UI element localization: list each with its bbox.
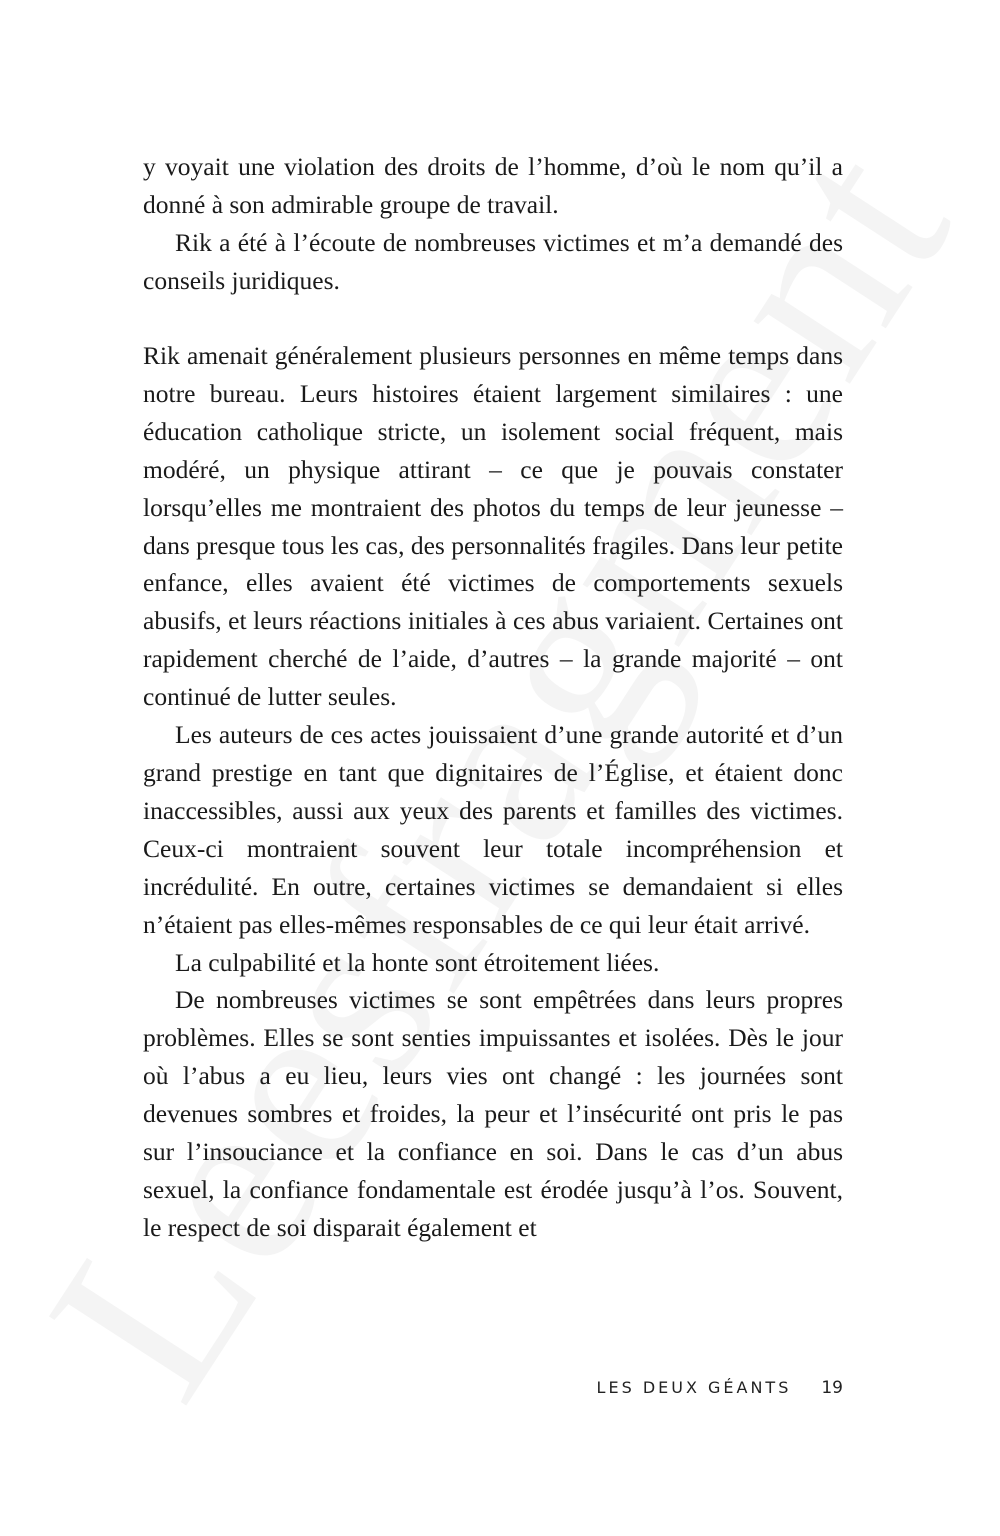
running-head: LES DEUX GÉANTS xyxy=(596,1378,792,1397)
paragraph: La culpabilité et la honte sont étroitement liées. xyxy=(175,947,660,977)
page-footer xyxy=(597,1378,843,1398)
page-number: 19 xyxy=(821,1378,843,1398)
paragraph: Les auteurs de ces actes jouissaient d’une grande autorité et d’un grand prestige en tant que dignitaires de l’Église, et étaient donc inaccessibles, aussi aux yeux des parents et familles des victimes. Ceux-ci montraient souvent leur totale incompréhension et incrédulité. En outre, certaines victimes se demandaient si elles n’étaient pas elles-mêmes responsables de ce qui leur était arrivé. xyxy=(143,720,843,939)
text-section-1 xyxy=(143,148,843,300)
text-section-2 xyxy=(143,337,843,1247)
paragraph: De nombreuses victimes se sont empêtrées dans leurs propres problèmes. Elles se sont senties impuissantes et isolées. Dès le jour où l’abus a eu lieu, leurs vies ont changé : les journées sont devenues sombres et froides, la peur et l’insécurité ont pris le pas sur l’insouciance et la confiance en soi. Dans le cas d’un abus sexuel, la confiance fondamentale est érodée jusqu’à l’os. Souvent, le respect de soi disparait également et xyxy=(143,985,843,1242)
paragraph: Rik a été à l’écoute de nombreuses victimes et m’a demandé des conseils juridiques. xyxy=(143,227,843,295)
paragraph: Rik amenait généralement plusieurs personnes en même temps dans notre bureau. Leurs histoires étaient largement similaires : une éducation catholique stricte, un isolement social fréquent, mais modéré, un physique attirant – ce que je pouvais constater lorsqu’elles me montraient des photos du temps de leur jeunesse – dans presque tous les cas, des personnalités fragiles. Dans leur petite enfance, elles avaient été victimes de comportements sexuels abusifs, et leurs réactions initiales à ces abus variaient. Certaines ont rapidement cherché de l’aide, d’autres – la grande majorité – ont continué de lutter seules. xyxy=(143,341,843,712)
paragraph: y voyait une violation des droits de l’homme, d’où le nom qu’il a donné à son admirable groupe de travail. xyxy=(143,152,843,219)
